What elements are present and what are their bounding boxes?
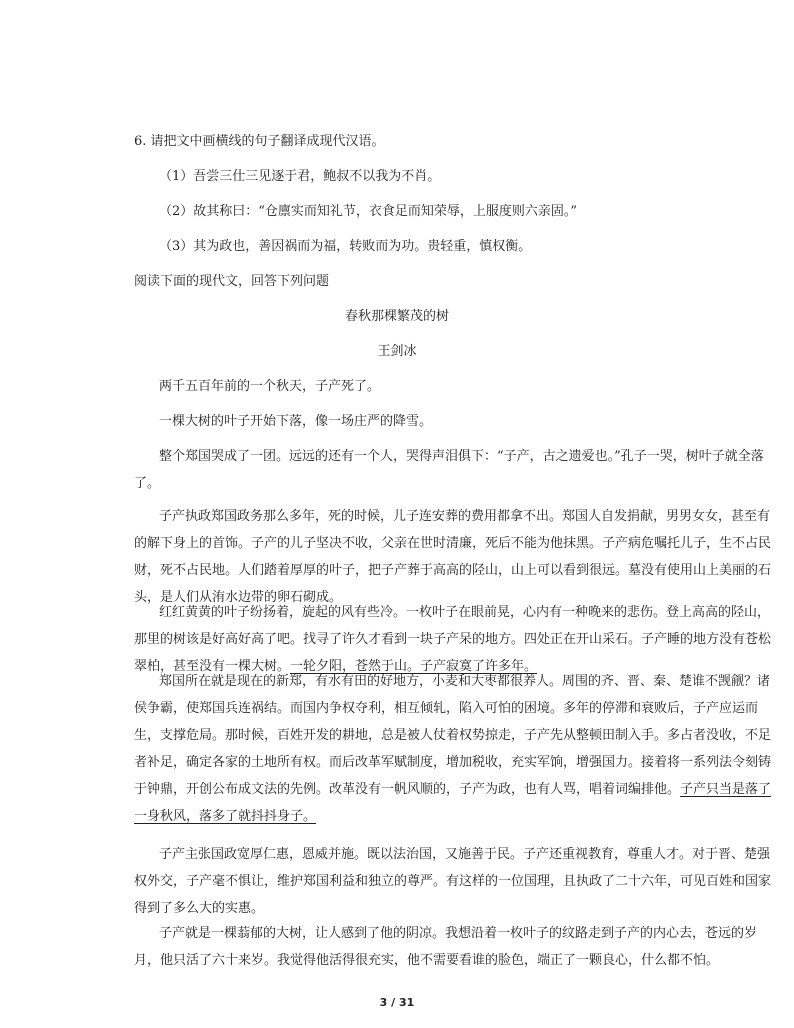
underlined-sentence: 一轮夕阳，苍然于山。子产寂寞了许多年。: [290, 659, 538, 674]
paragraph-line: 郑国所在就是现在的新郑，有水有田的好地方，小麦和大枣都很养人。周围的齐、晋、秦、楚谁不觊觎？诸: [159, 674, 771, 689]
article-author: 王剑冰: [377, 344, 417, 359]
underlined-sentence: 子产只当是落了: [680, 782, 772, 797]
paragraph-line: 整个郑国哭成了一团。远远的还有一个人，哭得声泪俱下：“子产，古之遗爱也。”孔子一哭，树叶子就全落: [159, 449, 764, 464]
paragraph-line: 权外交，子产毫不惧让，维护郑国利益和独立的尊严。有这样的一位国理，且执政了二十六年，可见百姓和国家: [134, 874, 772, 889]
question-item: （2）故其称曰：“仓廪实而知礼节，衣食足而知荣辱，上服度则六亲固。”: [159, 204, 578, 219]
paragraph-line: 头，是人们从洧水边带的卵石砌成。: [134, 590, 343, 605]
paragraph-6: [134, 668, 771, 830]
underlined-sentence: 一身秋风，落多了就抖抖身子。: [134, 809, 317, 824]
paragraph-text: 于钟鼎，开创公布成文法的先例。改革没有一帆风顺的，子产为政，也有人骂，唱着词编排他。: [134, 782, 681, 797]
paragraph-line: 侯争霸，使郑国兵连祸结。而国内争权夺利，相互倾轧，陷入可怕的困境。多年的停滞和衰败后，子产应运而: [134, 701, 759, 716]
paragraph-7: [134, 841, 771, 922]
paragraph-line: 者补足，确定各家的土地所有权。而后改革军赋制度，增加税收，充实军饷，增强国力。接着将一系列法令刻铸: [134, 755, 772, 770]
paragraph-2: 一棵大树的叶子开始下落，像一场庄严的降雪。: [159, 414, 433, 429]
question-item: （3）其为政也，善因祸而为福，转败而为功。贵轻重，慎权衡。: [159, 239, 532, 254]
paragraph-line: 得到了多么大的实惠。: [134, 901, 265, 916]
paragraph-line: 子产执政郑国政务那么多年，死的时候，儿子连安葬的费用都拿不出。郑国人自发捐献，男男女女，甚至有: [159, 509, 771, 524]
page-number: 3 / 31: [379, 996, 415, 1009]
paragraph-line: 子产就是一棵蓊郁的大树，让人感到了他的阴凉。我想沿着一枚叶子的纹路走到子产的内心去，苍远的岁: [159, 926, 758, 941]
paragraph-text: 翠柏，甚至没有一棵大树。: [134, 659, 291, 674]
reading-instruction: 阅读下面的现代文，回答下列问题: [134, 274, 330, 289]
paragraph-line: 那里的树该是好高好高了吧。找寻了许久才看到一块子产呆的地方。四处正在开山采石。子产睡的地方没有苍松: [134, 632, 772, 647]
article-title: 春秋那棵繁茂的树: [344, 309, 449, 324]
question-item: （1）吾尝三仕三见逐于君，鲍叔不以我为不肖。: [159, 169, 441, 184]
paragraph-line: 红红黄黄的叶子纷扬着，旋起的风有些冷。一枚叶子在眼前晃，心内有一种晚来的悲伤。登上高高的陉山，: [159, 605, 771, 620]
paragraph-line: [134, 776, 771, 803]
question-prompt: 6. 请把文中画横线的句子翻译成现代汉语。: [134, 134, 385, 149]
paragraph-line: 生，支撑危局。那时候，百姓开发的耕地，总是被人仗着权势掠走，子产先从整顿田制入手。多占者没收，不足: [134, 728, 772, 743]
paragraph-line: 子产主张国政宽厚仁惠，恩威并施。既以法治国，又施善于民。子产还重视教育，尊重人才。对于晋、楚强: [159, 847, 771, 862]
paragraph-line: 月，他只活了六十来岁。我觉得他活得很充实，他不需要看谁的脸色，端正了一颗良心，什么都不怕。: [134, 953, 720, 968]
paragraph-1: 两千五百年前的一个秋天，子产死了。: [159, 379, 381, 394]
paragraph-8: [134, 920, 757, 974]
paragraph-line: [134, 803, 771, 830]
paragraph-line: 财，死不占民地。人们踏着厚厚的叶子，把子产葬于高高的陉山，山上可以看到很远。墓没有使用山上美丽的石: [134, 563, 772, 578]
paragraph-4: [134, 503, 771, 611]
paragraph-3: [134, 443, 764, 497]
paragraph-line: 了。: [134, 476, 161, 491]
paragraph-line: 的解下身上的首饰。子产的儿子坚决不收，父亲在世时清廉，死后不能为他抹黑。子产病危嘱托儿子，生不占民: [134, 536, 772, 551]
